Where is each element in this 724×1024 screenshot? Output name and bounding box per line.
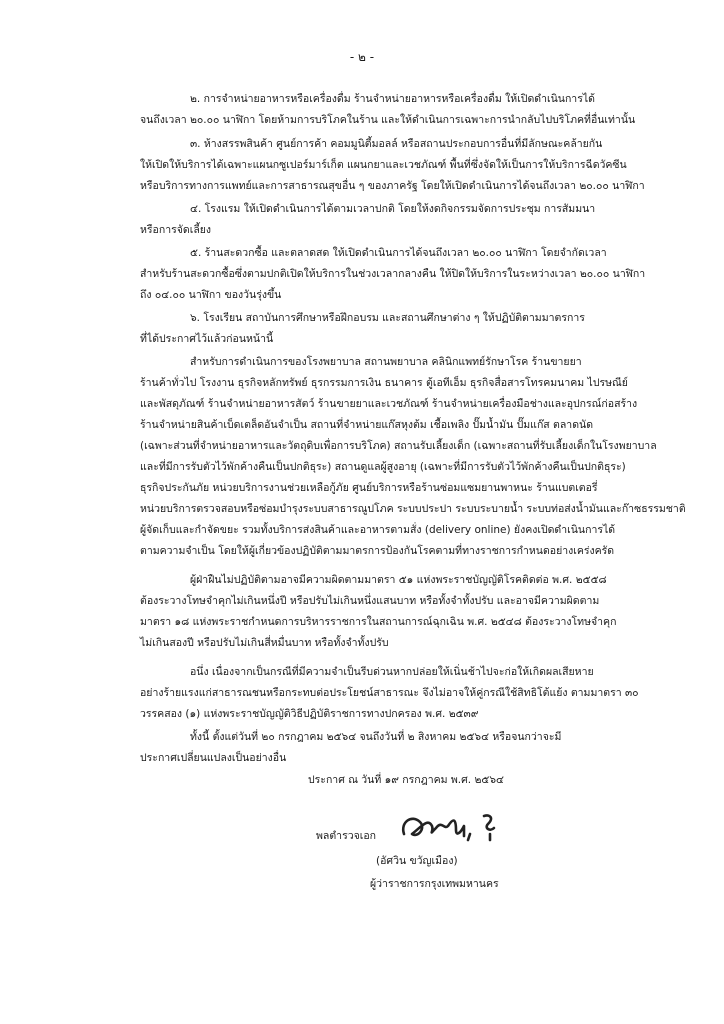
text-line: ร้านจำหน่ายสินค้าเบ็ดเตล็ดอันจำเป็น สถานที่จำหน่ายแก๊สหุงต้ม เชื้อเพลิง ปั๊มน้ำมัน ปั๊มแก๊ส ตลาดนัด <box>140 419 594 431</box>
text-line: จนถึงเวลา ๒๐.๐๐ นาฬิกา โดยห้ามการบริโภคในร้าน และให้ดำเนินการเฉพาะการนำกลับไปบริโภคที่อื่นเท่านั้น <box>140 114 636 126</box>
text-line: ไม่เกินสองปี หรือปรับไม่เกินสี่หมื่นบาท หรือทั้งจำทั้งปรับ <box>140 637 389 649</box>
text-line: ๔. โรงแรม ให้เปิดดำเนินการได้ตามเวลาปกติ โดยให้งดกิจกรรมจัดการประชุม การสัมมนา <box>190 203 596 215</box>
text-line: และพัสดุภัณฑ์ ร้านจำหน่ายอาหารสัตว์ ร้านขายยาและเวชภัณฑ์ ร้านจำหน่ายเครื่องมือช่างและอุปกรณ์ก่อสร้าง <box>140 398 638 410</box>
signer-rank: พลตำรวจเอก <box>316 830 377 842</box>
text-line: ทั้งนี้ ตั้งแต่วันที่ ๒๐ กรกฎาคม ๒๕๖๔ จนถึงวันที่ ๒ สิงหาคม ๒๕๖๔ หรือจนกว่าจะมี <box>190 731 562 743</box>
text-line: ผู้จัดเก็บและกำจัดขยะ รวมทั้งบริการส่งสินค้าและอาหารตามสั่ง (delivery online) ยังคงเปิดดำเนินการได้ <box>140 524 616 536</box>
text-line: ๒. การจำหน่ายอาหารหรือเครื่องดื่ม ร้านจำหน่ายอาหารหรือเครื่องดื่ม ให้เปิดดำเนินการได้ <box>190 93 595 105</box>
text-line: (เฉพาะส่วนที่จำหน่ายอาหารและวัตถุดิบเพื่อการบริโภค) สถานรับเลี้ยงเด็ก (เฉพาะสถานที่รับเลี้ยงเด็กในโรงพยาบาล <box>140 440 657 452</box>
text-line: ธุรกิจประกันภัย หน่วยบริการงานช่วยเหลือกู้ภัย ศูนย์บริการหรือร้านซ่อมแซมยานพาหนะ ร้านแบตเตอรี่ <box>140 482 598 494</box>
text-line: หรือการจัดเลี้ยง <box>140 224 212 236</box>
text-line: ผู้ฝ่าฝืนไม่ปฏิบัติตามอาจมีความผิดตามมาตรา ๕๑ แห่งพระราชบัญญัติโรคติดต่อ พ.ศ. ๒๕๕๘ <box>190 574 607 586</box>
text-line: หน่วยบริการตรวจสอบหรือซ่อมบำรุงระบบสาธารณูปโภค ระบบประปา ระบบระบายน้ำ ระบบท่อส่งน้ำมันและก๊าซธรรมชาติ <box>140 503 686 515</box>
text-line: ต้องระวางโทษจำคุกไม่เกินหนึ่งปี หรือปรับไม่เกินหนึ่งแสนบาท หรือทั้งจำทั้งปรับ และอาจมีความผิดตาม <box>140 595 600 607</box>
text-line: มาตรา ๑๘ แห่งพระราชกำหนดการบริหารราชการในสถานการณ์ฉุกเฉิน พ.ศ. ๒๕๔๘ ต้องระวางโทษจำคุก <box>140 616 617 628</box>
text-line: สำหรับร้านสะดวกซื้อซึ่งตามปกติเปิดให้บริการในช่วงเวลากลางคืน ให้ปิดให้บริการในระหว่างเวลา ๒๐.๐๐ นาฬิกา <box>140 268 646 280</box>
signer-name: (อัศวิน ขวัญเมือง) <box>376 855 458 867</box>
text-line: ให้เปิดให้บริการได้เฉพาะแผนกซูเปอร์มาร์เก็ต แผนกยาและเวชภัณฑ์ พื้นที่ซึ่งจัดให้เป็นการให้บริการฉีดวัคซีน <box>140 159 627 171</box>
text-line: ร้านค้าทั่วไป โรงงาน ธุรกิจหลักทรัพย์ ธุรกรรมการเงิน ธนาคาร ตู้เอทีเอ็ม ธุรกิจสื่อสารโทรคมนาคม ไปรษณีย์ <box>140 377 628 389</box>
text-line: ตามความจำเป็น โดยให้ผู้เกี่ยวข้องปฏิบัติตามมาตรการป้องกันโรคตามที่ทางราชการกำหนดอย่างเคร่งครัด <box>140 545 615 557</box>
text-line: และที่มีการรับตัวไว้พักค้างคืนเป็นปกติธุระ) สถานดูแลผู้สูงอายุ (เฉพาะที่มีการรับตัวไว้พักค้างคืนเป็นปกติธุระ) <box>140 461 626 473</box>
announcement-date: ประกาศ ณ วันที่ ๑๙ กรกฎาคม พ.ศ. ๒๕๖๔ <box>308 774 504 786</box>
text-line: ประกาศเปลี่ยนแปลงเป็นอย่างอื่น <box>140 752 287 764</box>
text-line: สำหรับการดำเนินการของโรงพยาบาล สถานพยาบาล คลินิกแพทย์รักษาโรค ร้านขายยา <box>190 356 582 368</box>
text-line: ๓. ห้างสรรพสินค้า ศูนย์การค้า คอมมูนิตี้มอลล์ หรือสถานประกอบการอื่นที่มีลักษณะคล้ายกัน <box>190 138 603 150</box>
text-line: ๖. โรงเรียน สถาบันการศึกษาหรือฝึกอบรม และสถานศึกษาต่าง ๆ ให้ปฏิบัติตามมาตรการ <box>190 312 585 324</box>
text-line: อนึ่ง เนื่องจากเป็นกรณีที่มีความจำเป็นรีบด่วนหากปล่อยให้เนิ่นช้าไปจะก่อให้เกิดผลเสียหาย <box>190 666 594 678</box>
text-line: อย่างร้ายแรงแก่สาธารณชนหรือกระทบต่อประโยชน์สาธารณะ จึงไม่อาจให้คู่กรณีใช้สิทธิโต้แย้ง ตามมาตรา ๓๐ <box>140 687 639 699</box>
text-line: ถึง ๐๔.๐๐ นาฬิกา ของวันรุ่งขึ้น <box>140 289 282 301</box>
text-line: หรือบริการทางการแพทย์และการสาธารณสุขอื่น ๆ ของภาครัฐ โดยให้เปิดดำเนินการได้จนถึงเวลา ๒๐.๐๐ นาฬิกา <box>140 180 645 192</box>
text-line: วรรคสอง (๑) แห่งพระราชบัญญัติวิธีปฏิบัติราชการทางปกครอง พ.ศ. ๒๕๓๙ <box>140 708 479 720</box>
text-line: ๕. ร้านสะดวกซื้อ และตลาดสด ให้เปิดดำเนินการได้จนถึงเวลา ๒๐.๐๐ นาฬิกา โดยจำกัดเวลา <box>190 247 607 259</box>
page-number: - ๒ - <box>349 50 375 64</box>
signer-position: ผู้ว่าราชการกรุงเทพมหานคร <box>370 878 499 890</box>
handwritten-signature <box>398 804 508 848</box>
text-line: ที่ได้ประกาศไว้แล้วก่อนหน้านี้ <box>140 333 274 345</box>
